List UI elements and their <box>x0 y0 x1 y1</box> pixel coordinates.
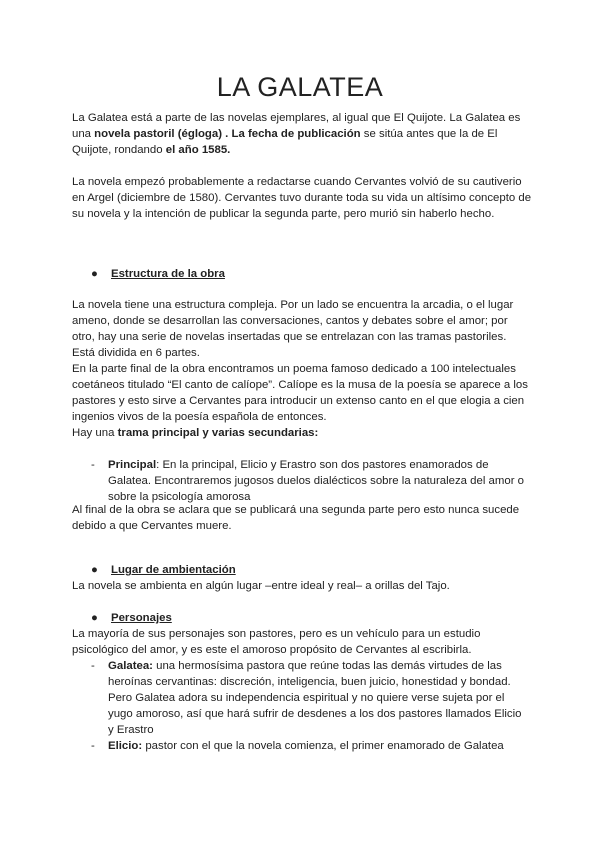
estructura-p1: La novela tiene una estructura compleja. Por un lado se encuentra la arcadia, o el lugar ameno, donde se desarrollan las conversaciones, cantos y debates sobre el amor; por otro, hay una serie de novelas insertadas que se entrelazan con las tramas pastoriles. Está dividida en 6 partes. <box>72 299 514 359</box>
heading-estructura <box>91 266 225 282</box>
estructura-p3-text: Hay una <box>72 427 118 439</box>
heading-lugar <box>91 562 236 578</box>
bullet-icon: ● <box>91 612 98 624</box>
page-title: LA GALATEA <box>216 72 384 102</box>
estructura-p4: Al final de la obra se aclara que se publicará una segunda parte pero esto nunca sucede debido a que Cervantes muere. <box>72 504 520 532</box>
item-label: Galatea: <box>108 660 153 672</box>
personajes-p1: La mayoría de sus personajes son pastores, pero es un vehículo para un estudio psicológico del amor, y es este el amoroso propósito de Cervantes al escribirla. <box>72 628 481 656</box>
dash-icon: - <box>91 740 95 752</box>
list-item-elicio <box>91 738 531 770</box>
cervantes-paragraph <box>72 174 532 222</box>
item-label: Elicio: <box>108 740 143 752</box>
item-label: Principal <box>108 459 157 471</box>
item-text: pastor con el que la novela comienza, el primer enamorado de Galatea <box>142 740 504 752</box>
intro-bold-1: novela pastoril (égloga) . La fecha de publicación <box>94 128 361 140</box>
cervantes-text: La novela empezó probablemente a redactarse cuando Cervantes volvió de su cautiverio en Argel (diciembre de 1580). Cervantes tuvo durante toda su vida un altísimo concepto de su novela y la intención de publicar la segunda parte, pero murió sin haberlo hecho. <box>72 176 532 220</box>
list-item-galatea <box>91 658 531 738</box>
item-text: : En la principal, Elicio y Erastro son dos pastores enamorados de Galatea. Encontraremos jugosos duelos dialécticos sobre la naturaleza del amor o sobre la psicología amorosa <box>108 459 524 503</box>
heading-lugar-label: Lugar de ambientación <box>111 564 236 576</box>
dash-icon: - <box>91 660 95 672</box>
estructura-p3 <box>72 425 532 441</box>
item-text: una hermosísima pastora que reúne todas las demás virtudes de las heroínas cervantinas: discreción, inteligencia, buen juicio, honestidad y bondad. Pero Galatea adora su independencia espiritual y no quiere verse sujeta por el yugo amoroso, así que hará sufrir de desdenes a los dos pastores llamados Elicio y Erastro <box>108 660 522 736</box>
intro-text-1: La Galatea está a parte de las novelas ejemplares, al igual que El Quijote. La Galatea es una <box>72 112 521 140</box>
lugar-p1: La novela se ambienta en algún lugar –entre ideal y real– a orillas del Tajo. <box>72 580 450 592</box>
estructura-p3-bold: trama principal y varias secundarias: <box>117 427 319 439</box>
intro-paragraph <box>72 110 532 158</box>
bullet-icon: ● <box>91 268 98 280</box>
bullet-icon: ● <box>91 564 98 576</box>
personajes-body <box>72 626 532 658</box>
list-item-principal <box>91 457 531 505</box>
intro-bold-2: el año 1585. <box>165 144 231 156</box>
estructura-p2: En la parte final de la obra encontramos un poema famoso dedicado a 100 intelectuales coetáneos titulado “El canto de calíope”. Calíope es la musa de la poesía se aparece a los pastores y esto sirve a Cervantes para introducir un extenso canto en el que elogia a cien ingenios vivos de la poesía española de entonces. <box>72 363 528 423</box>
lugar-body <box>72 578 532 594</box>
intro-text-2: se sitúa antes que la de El Quijote, rondando <box>72 128 498 156</box>
dash-icon: - <box>91 459 95 471</box>
estructura-closing <box>72 502 532 534</box>
heading-personajes <box>91 610 172 626</box>
heading-personajes-label: Personajes <box>111 612 172 624</box>
estructura-body <box>72 297 532 441</box>
heading-estructura-label: Estructura de la obra <box>111 268 225 280</box>
